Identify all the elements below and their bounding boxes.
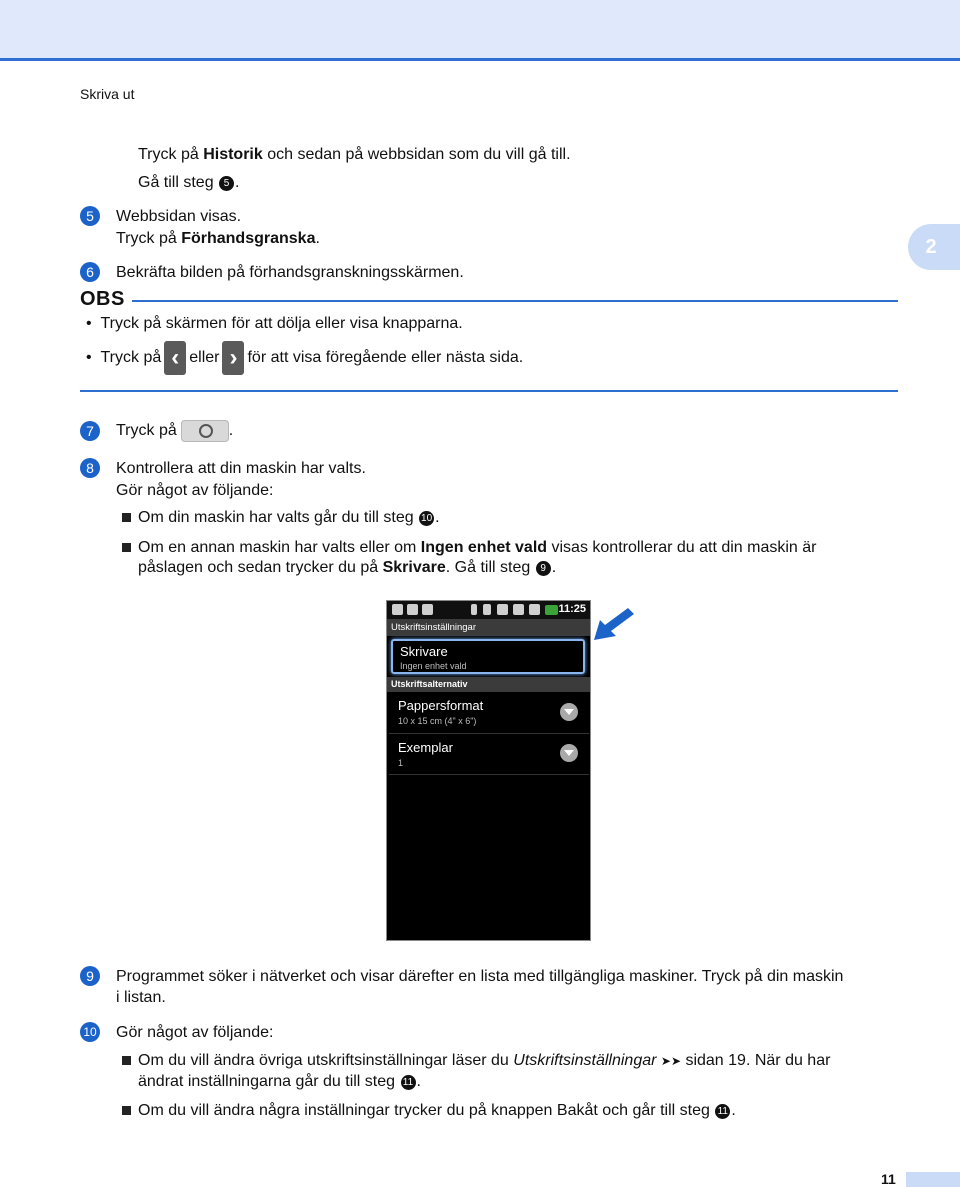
obs-rule [132, 300, 898, 302]
top-band [0, 0, 960, 61]
bluetooth-icon [471, 604, 477, 615]
step7-text: Tryck på . [116, 420, 233, 442]
step-ref: 5 [219, 176, 234, 191]
running-header: Skriva ut [80, 86, 135, 102]
next-page-icon: › [222, 341, 244, 375]
step-number: 6 [80, 262, 100, 282]
step6-text: Bekräfta bilden på förhandsgranskningsskärmen. [116, 264, 464, 281]
step-ref: 10 [421, 513, 433, 524]
usb-icon [422, 604, 433, 615]
bullet-square [122, 513, 131, 522]
app-title: Utskriftsinställningar [387, 619, 590, 636]
step8-sub-2: Om en annan maskin har valts eller om Ingen enhet vald visas kontrollerar du att din maskin är [138, 539, 817, 556]
step5-text-2: Tryck på Förhandsgranska. [116, 230, 320, 247]
step-number: 8 [80, 458, 100, 478]
printer-value: Ingen enhet vald [400, 661, 467, 671]
wifi-icon [497, 604, 508, 615]
notification-icon [407, 604, 418, 615]
divider [389, 774, 589, 775]
historik-line: Tryck på Historik och sedan på webbsidan som du vill gå till. [138, 146, 571, 163]
step10-text: Gör något av följande: [116, 1024, 274, 1041]
sync-icon [513, 604, 524, 615]
printer-setting[interactable] [391, 639, 585, 674]
signal-icon [529, 604, 540, 615]
paper-size-value: 10 x 15 cm (4" x 6") [398, 716, 477, 726]
step8-sub-2b: påslagen och sedan trycker du på Skrivare. Gå till steg 9 . [138, 559, 557, 576]
prev-page-icon: ‹ [164, 341, 186, 375]
status-time: 11:25 [558, 603, 586, 615]
xref-arrows: ➤➤ [660, 1054, 681, 1068]
phone-screenshot [386, 600, 591, 941]
dropdown-icon[interactable] [560, 703, 578, 721]
step-ref: 11 [401, 1075, 416, 1090]
status-bar [387, 601, 590, 619]
dropdown-icon[interactable] [560, 744, 578, 762]
obs-heading: OBS [80, 288, 125, 310]
print-button-icon [181, 420, 229, 442]
obs-rule-bottom [80, 390, 898, 392]
bullet-square [122, 543, 131, 552]
step8-text-2: Gör något av följande: [116, 482, 274, 499]
step-number: 10 [80, 1022, 100, 1042]
notification-icon [392, 604, 403, 615]
paper-size-setting[interactable] [387, 693, 590, 733]
step-ref: 11 [715, 1104, 730, 1119]
vibrate-icon [483, 604, 491, 615]
step9-text-2: i listan. [116, 989, 166, 1006]
step9-text-1: Programmet söker i nätverket och visar därefter en lista med tillgängliga maskiner. Tryck på din maskin [116, 968, 844, 985]
obs-bullet-1: • Tryck på skärmen för att dölja eller visa knapparna. [86, 315, 463, 332]
printer-label: Skrivare [400, 644, 448, 659]
step-number: 5 [80, 206, 100, 226]
obs-bullet-2: • Tryck på ‹ eller › för att visa föregående eller nästa sida. [86, 340, 523, 376]
paper-size-label: Pappersformat [398, 698, 484, 713]
step-number: 9 [80, 966, 100, 986]
bullet-square [122, 1056, 131, 1065]
page-number: 11 [881, 1171, 896, 1187]
pointer-arrow-icon [592, 606, 636, 642]
chapter-tab: 2 [908, 224, 960, 270]
copies-setting[interactable] [387, 734, 590, 774]
copies-label: Exemplar [398, 740, 453, 755]
step10-sub-1: Om du vill ändra övriga utskriftsinställningar läser du Utskriftsinställningar ➤➤ sidan 19. När du har [138, 1052, 831, 1069]
step8-text-1: Kontrollera att din maskin har valts. [116, 460, 366, 477]
step5-text: Webbsidan visas. [116, 208, 242, 225]
bullet-square [122, 1106, 131, 1115]
step10-sub-1b: ändrat inställningarna går du till steg 11 . [138, 1073, 421, 1090]
goto-step5-line: Gå till steg 5 . [138, 174, 240, 191]
copies-value: 1 [398, 758, 404, 768]
step-number: 7 [80, 421, 100, 441]
step-ref: 9 [536, 561, 551, 576]
battery-icon [545, 605, 558, 615]
page-number-bar [906, 1172, 960, 1187]
step10-sub-2: Om du vill ändra några inställningar trycker du på knappen Bakåt och går till steg 11 . [138, 1102, 736, 1119]
section-header: Utskriftsalternativ [387, 677, 590, 692]
step8-sub-1: Om din maskin har valts går du till steg 10 . [138, 509, 440, 526]
xref-link[interactable]: Utskriftsinställningar [513, 1052, 657, 1069]
